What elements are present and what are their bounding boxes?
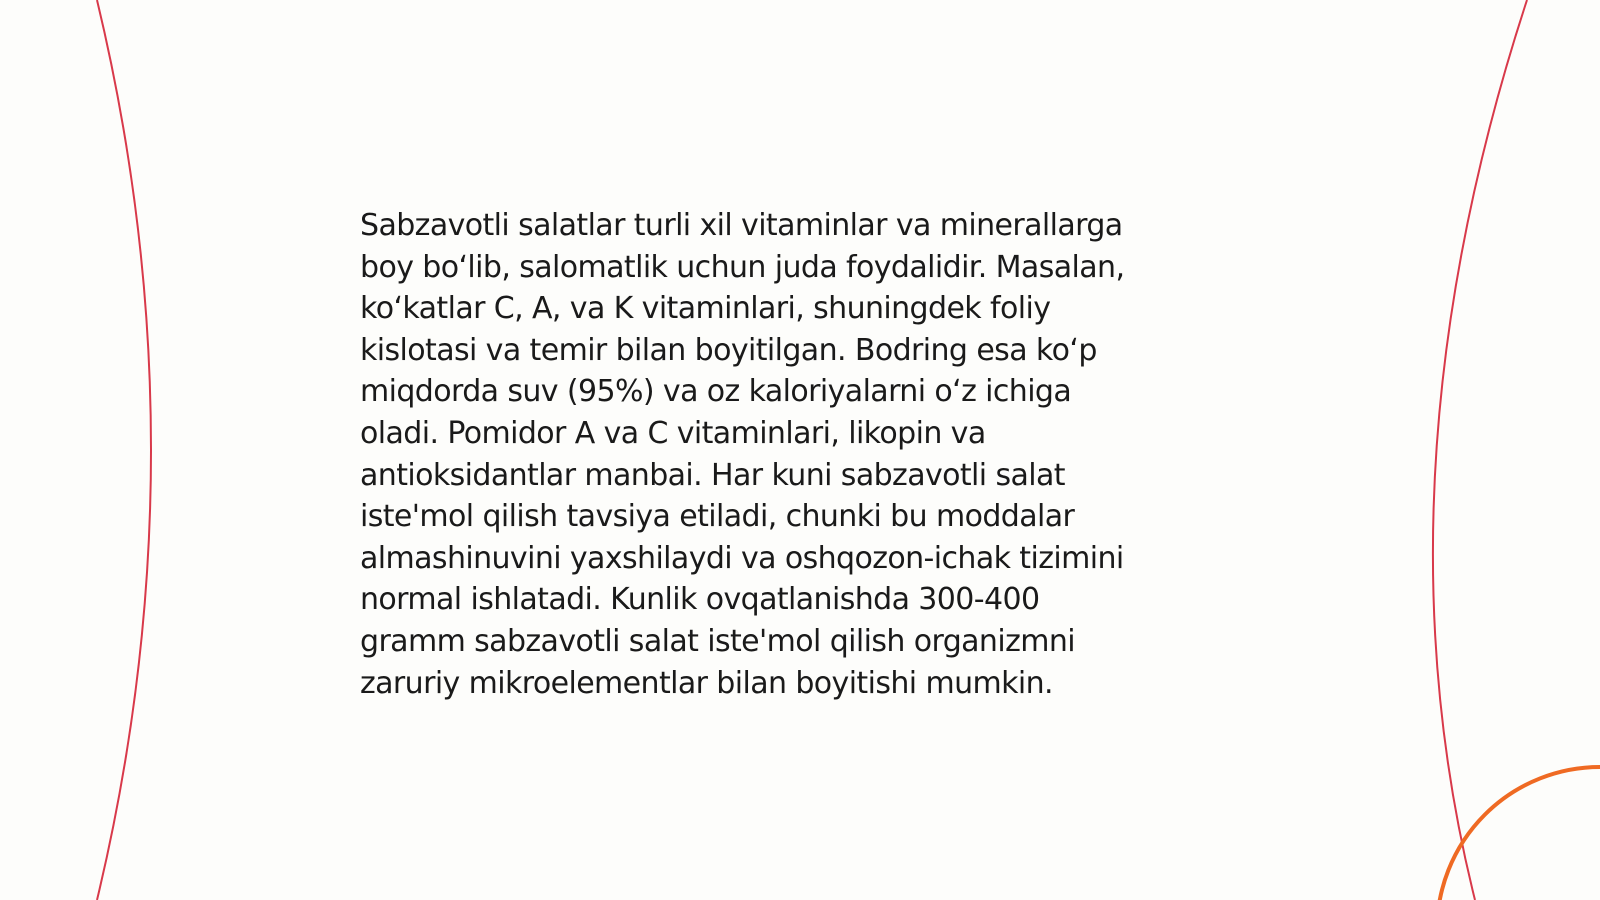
paragraph-line: miqdorda suv (95%) va oz kaloriyalarni o‘z ichiga [360,374,1072,410]
paragraph-line: ko‘katlar C, A, va K vitaminlari, shuningdek foliy [360,291,1051,327]
paragraph-line: oladi. Pomidor A va C vitaminlari, likopin va [360,415,986,451]
paragraph-line: iste'mol qilish tavsiya etiladi, chunki bu moddalar [360,499,1075,535]
paragraph-line: Sabzavotli salatlar turli xil vitaminlar va minerallarga [360,208,1123,243]
paragraph-line: gramm sabzavotli salat iste'mol qilish organizmni [360,623,1076,659]
paragraph-line: boy bo‘lib, salomatlik uchun juda foydalidir. Masalan, [360,249,1125,285]
paragraph-line: zaruriy mikroelementlar bilan boyitishi mumkin. [360,665,1053,701]
paragraph-line: kislotasi va temir bilan boyitilgan. Bodring esa ko‘p [360,332,1097,368]
left-arc-decoration [97,0,151,900]
orange-circle-decoration [1437,767,1600,900]
paragraph-line: almashinuvini yaxshilaydi va oshqozon-ichak tizimini [360,540,1124,576]
body-paragraph [360,205,1230,704]
right-arc-decoration [1433,0,1527,900]
paragraph-line: antioksidantlar manbai. Har kuni sabzavotli salat [360,457,1065,493]
paragraph-line: normal ishlatadi. Kunlik ovqatlanishda 300-400 [360,582,1040,618]
